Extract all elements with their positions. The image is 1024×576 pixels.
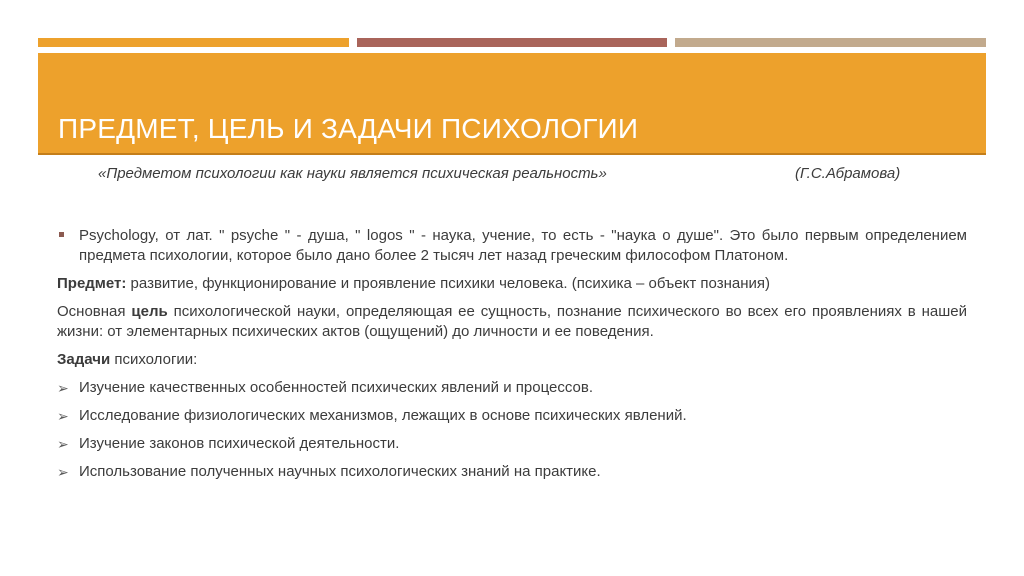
quote-author: (Г.С.Абрамова) xyxy=(795,165,901,182)
goal-paragraph xyxy=(57,302,967,342)
goal-label: цель xyxy=(131,303,168,320)
subject-text: развитие, функционирование и проявление психики человека. (психика – объект познания) xyxy=(126,275,770,292)
definition-paragraph xyxy=(57,226,967,266)
tasks-text: психологии: xyxy=(110,351,198,368)
task-text: Изучение законов психической деятельности. xyxy=(79,435,400,452)
goal-prefix: Основная xyxy=(57,303,132,320)
slide-content xyxy=(57,226,967,490)
tasks-heading xyxy=(57,350,967,370)
tasks-label: Задачи xyxy=(57,351,111,368)
decor-bar-tan xyxy=(675,38,986,47)
task-item xyxy=(57,378,967,398)
task-item xyxy=(57,462,967,482)
quote xyxy=(98,165,938,182)
task-text: Исследование физиологических механизмов, лежащих в основе психических явлений. xyxy=(79,407,687,424)
decor-bar-brown xyxy=(357,38,667,47)
slide-title: ПРЕДМЕТ, ЦЕЛЬ И ЗАДАЧИ ПСИХОЛОГИИ xyxy=(58,113,639,144)
arrow-bullet-icon: ➢ xyxy=(57,464,69,480)
task-item xyxy=(57,434,967,454)
task-text: Использование полученных научных психологических знаний на практике. xyxy=(79,463,601,480)
decor-bar-orange xyxy=(38,38,349,47)
subject-paragraph xyxy=(57,274,967,294)
quote-text: «Предметом психологии как науки является психическая реальность» xyxy=(98,165,607,182)
subject-label: Предмет: xyxy=(57,275,127,292)
task-text: Изучение качественных особенностей психических явлений и процессов. xyxy=(79,379,593,396)
task-item xyxy=(57,406,967,426)
arrow-bullet-icon: ➢ xyxy=(57,436,69,452)
arrow-bullet-icon: ➢ xyxy=(57,380,69,396)
goal-text: психологической науки, определяющая ее сущность, познание психического во всех его проявлениях в нашей жизни: от элементарных психических актов (ощущений) до личности и ее поведения. xyxy=(57,303,967,340)
arrow-bullet-icon: ➢ xyxy=(57,408,69,424)
title-band xyxy=(38,53,986,155)
definition-text: Psychology, от лат. " psyche " - душа, " logos " - наука, учение, то есть - "наука о душе". Это было первым определением предмета психологии, которое было дано более 2 тысяч лет назад греческим философом Платоном. xyxy=(79,227,967,264)
